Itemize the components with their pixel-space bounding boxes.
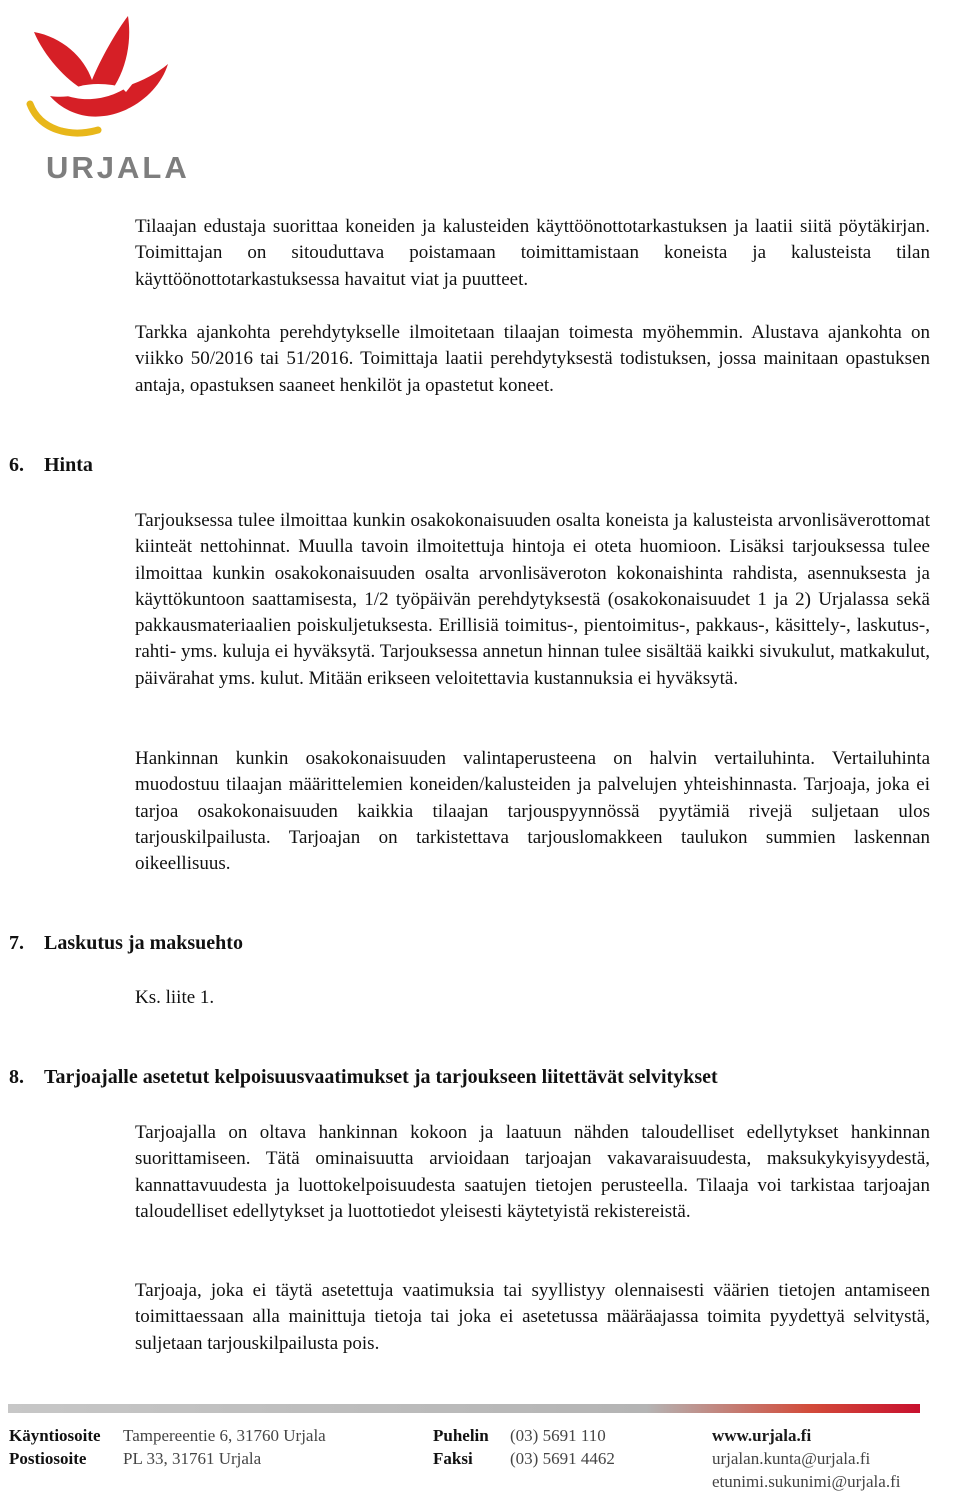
urjala-logo [22, 12, 190, 185]
section-8-heading [9, 1066, 718, 1089]
paragraph-eligibility-1: Tarjoajalla on oltava hankinnan kokoon ja laatuun nähden taloudelliset edellytykset hankinnan suorittamiseen. Tätä ominaisuutta arvioidaan tarjoajan vakavaraisuudesta, maksukykyisyydestä, kannattavuudesta ja luottokelpoisuudesta saatujen tietojen perusteella. Tilaaja voi tarkistaa tarjoajan taloudelliset edellytykset ja luottotiedot yleisesti käytetyistä rekistereistä. [135, 1122, 930, 1222]
fax-value: (03) 5691 4462 [510, 1449, 615, 1468]
footer-address-labels [9, 1424, 101, 1470]
section-8-number: 8. [9, 1066, 24, 1088]
section-7-heading [9, 932, 243, 955]
logo-wordmark: URJALA [46, 150, 190, 185]
section-6-number: 6. [9, 454, 24, 476]
email-link-municipality[interactable]: urjalan.kunta@urjala.fi [712, 1449, 871, 1468]
phone-label: Puhelin [433, 1426, 489, 1445]
visit-address-value: Tampereentie 6, 31760 Urjala [123, 1426, 326, 1445]
postal-address-label: Postiosoite [9, 1449, 87, 1468]
dove-emblem-icon [22, 12, 172, 142]
paragraph-eligibility-2: Tarjoaja, joka ei täytä asetettuja vaatimuksia tai syyllistyy olennaisesti väärien tietojen antamiseen toimittaessaan alla mainittuja tietoja tai joka ei asetetussa määräajassa toimita pyydettyä selvitystä, suljetaan tarjouskilpailusta pois. [135, 1280, 930, 1354]
email-link-staff-format[interactable]: etunimi.sukunimi@urjala.fi [712, 1472, 901, 1491]
phone-value: (03) 5691 110 [510, 1426, 606, 1445]
paragraph-price-1: Tarjouksessa tulee ilmoittaa kunkin osakokonaisuuden osalta koneista ja kalusteista arvonlisäverottomat kiinteät nettohinnat. Muulla tavoin ilmoitettuja hintoja ei oteta huomioon. Lisäksi tarjouksessa tulee ilmoittaa kunkin osakokonaisuuden osalta arvonlisäveroton kokonaishinta rahdista, asennuksesta ja käyttökuntoon saattamisesta, 1/2 työpäivän perehdytyksestä (osakokonaisuudet 1 ja 2) Urjalassa sekä pakkausmateriaalien poiskuljetuksesta. Erillisiä toimitus-, pientoimitus-, pakkaus-, käsittely-, laskutus-, rahti- yms. kuluja ei hyväksytä. Tarjouksessa annetun hinnan tulee sisältää kaikki sivukulut, matkakulut, päivärahat yms. kulut. Mitään erikseen veloitettavia kustannuksia ei hyväksytä. [135, 510, 930, 689]
section-8-title: Tarjoajalle asetetut kelpoisuusvaatimukset ja tarjoukseen liitettävät selvitykset [44, 1066, 718, 1088]
section-7-title: Laskutus ja maksuehto [44, 932, 243, 954]
paragraph-price-2: Hankinnan kunkin osakokonaisuuden valintaperusteena on halvin vertailuhinta. Vertailuhinta muodostuu tilaajan määrittelemien koneiden/kalusteiden ja palvelujen yhteishinnasta. Tarjoaja, joka ei tarjoa osakokonaisuuden kaikkia tilaajan tarjouspyynnössä pyytämiä rivejä suljetaan ulos tarjouskilpailusta. Tarjoajan on tarkistettava tarjouslomakkeen taulukon summien laskennan oikeellisuus. [135, 748, 930, 875]
postal-address-value: PL 33, 31761 Urjala [123, 1449, 262, 1468]
fax-label: Faksi [433, 1449, 473, 1468]
footer-web-contacts [712, 1424, 900, 1493]
website-link[interactable]: www.urjala.fi [712, 1426, 812, 1445]
footer-phone-labels [433, 1424, 489, 1470]
paragraph-invoicing: Ks. liite 1. [135, 987, 215, 1008]
section-6-heading [9, 454, 93, 477]
footer-phone-values [510, 1424, 615, 1470]
visit-address-label: Käyntiosoite [9, 1426, 101, 1445]
paragraph-inspection: Tilaajan edustaja suorittaa koneiden ja kalusteiden käyttöönottotarkastuksen ja laatii siitä pöytäkirjan. Toimittajan on sitouduttava poistamaan toimittamistaan koneista ja kalusteista tilan käyttöönottotarkastuksessa havaitut viat ja puutteet. [135, 216, 930, 290]
paragraph-orientation: Tarkka ajankohta perehdytykselle ilmoitetaan tilaajan toimesta myöhemmin. Alustava ajankohta on viikko 50/2016 tai 51/2016. Toimittaja laatii perehdytyksestä todistuksen, jossa mainitaan opastuksen antaja, opastuksen saaneet henkilöt ja opastetut koneet. [135, 322, 930, 396]
footer-address-values [123, 1424, 326, 1470]
footer-divider [8, 1404, 920, 1413]
section-6-title: Hinta [44, 454, 93, 476]
section-7-number: 7. [9, 932, 24, 954]
